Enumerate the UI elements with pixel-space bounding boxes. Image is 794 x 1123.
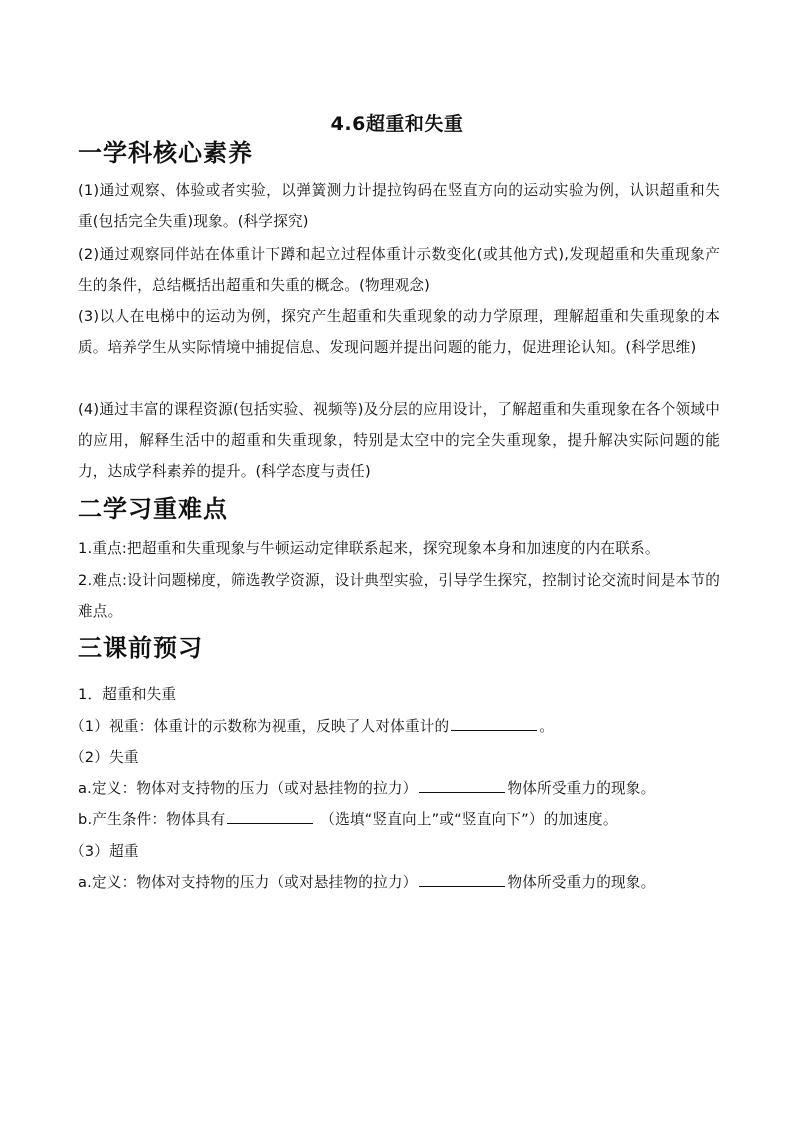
apparent-weight-end: 。 <box>539 718 555 735</box>
overweight-definition-end: 物体所受重力的现象。 <box>507 874 656 891</box>
fill-in-blank[interactable] <box>227 809 313 824</box>
weightlessness-definition-text: a.定义：物体对支持物的压力（或对悬挂物的拉力） <box>78 780 418 797</box>
core-literacy-item-4: (4)通过丰富的课程资源(包括实验、视频等)及分层的应用设计，了解超重和失重现象在各个领域中的应用，解释生活中的超重和失重现象，特别是太空中的完全失重现象，提升解决实际问题的能力，达成学科素养的提升。(科学态度与责任) <box>78 401 720 480</box>
overweight-definition-text: a.定义：物体对支持物的压力（或对悬挂物的拉力） <box>78 874 418 891</box>
weightlessness-definition-line <box>78 773 655 804</box>
weightlessness-condition-text: b.产生条件：物体具有 <box>78 811 226 828</box>
page-title: 4.6超重和失重 <box>330 113 464 135</box>
fill-in-blank[interactable] <box>419 778 505 793</box>
apparent-weight-text: （1）视重：体重计的示数称为视重，反映了人对体重计的 <box>70 718 450 735</box>
apparent-weight-line <box>70 711 554 742</box>
overweight-definition-line <box>78 867 655 898</box>
weightlessness-condition-end: （选填“竖直向上”或“竖直向下”）的加速度。 <box>320 811 618 828</box>
weightlessness-definition-end: 物体所受重力的现象。 <box>507 780 656 797</box>
key-point-item: 1.重点:把超重和失重现象与牛顿运动定律联系起来，探究现象本身和加速度的内在联系。 <box>78 540 660 557</box>
section-heading-key-points: 二学习重难点 <box>78 495 228 523</box>
section-heading-core-literacy: 一学科核心素养 <box>78 139 253 167</box>
preview-subheading: 1．超重和失重 <box>78 686 177 703</box>
core-literacy-item-1: (1)通过观察、体验或者实验，以弹簧测力计提拉钩码在竖直方向的运动实验为例，认识超重和失重(包括完全失重)现象。(科学探究) <box>78 182 720 230</box>
fill-in-blank[interactable] <box>451 716 537 731</box>
weightlessness-condition-line <box>78 804 618 835</box>
fill-in-blank[interactable] <box>419 872 505 887</box>
core-literacy-item-2: (2)通过观察同伴站在体重计下蹲和起立过程体重计示数变化(或其他方式),发现超重和失重现象产生的条件，总结概括出超重和失重的概念。(物理观念) <box>78 246 720 294</box>
weightlessness-heading: （2）失重 <box>70 749 139 766</box>
section-heading-preview: 三课前预习 <box>78 634 203 662</box>
difficulty-item: 2.难点:设计问题梯度，筛选教学资源，设计典型实验，引导学生探究，控制讨论交流时间是本节的难点。 <box>78 572 720 620</box>
core-literacy-item-3: (3)以人在电梯中的运动为例，探究产生超重和失重现象的动力学原理，理解超重和失重现象的本质。培养学生从实际情境中捕捉信息、发现问题并提出问题的能力，促进理论认知。(科学思维) <box>78 308 720 356</box>
overweight-heading: （3）超重 <box>70 843 139 860</box>
